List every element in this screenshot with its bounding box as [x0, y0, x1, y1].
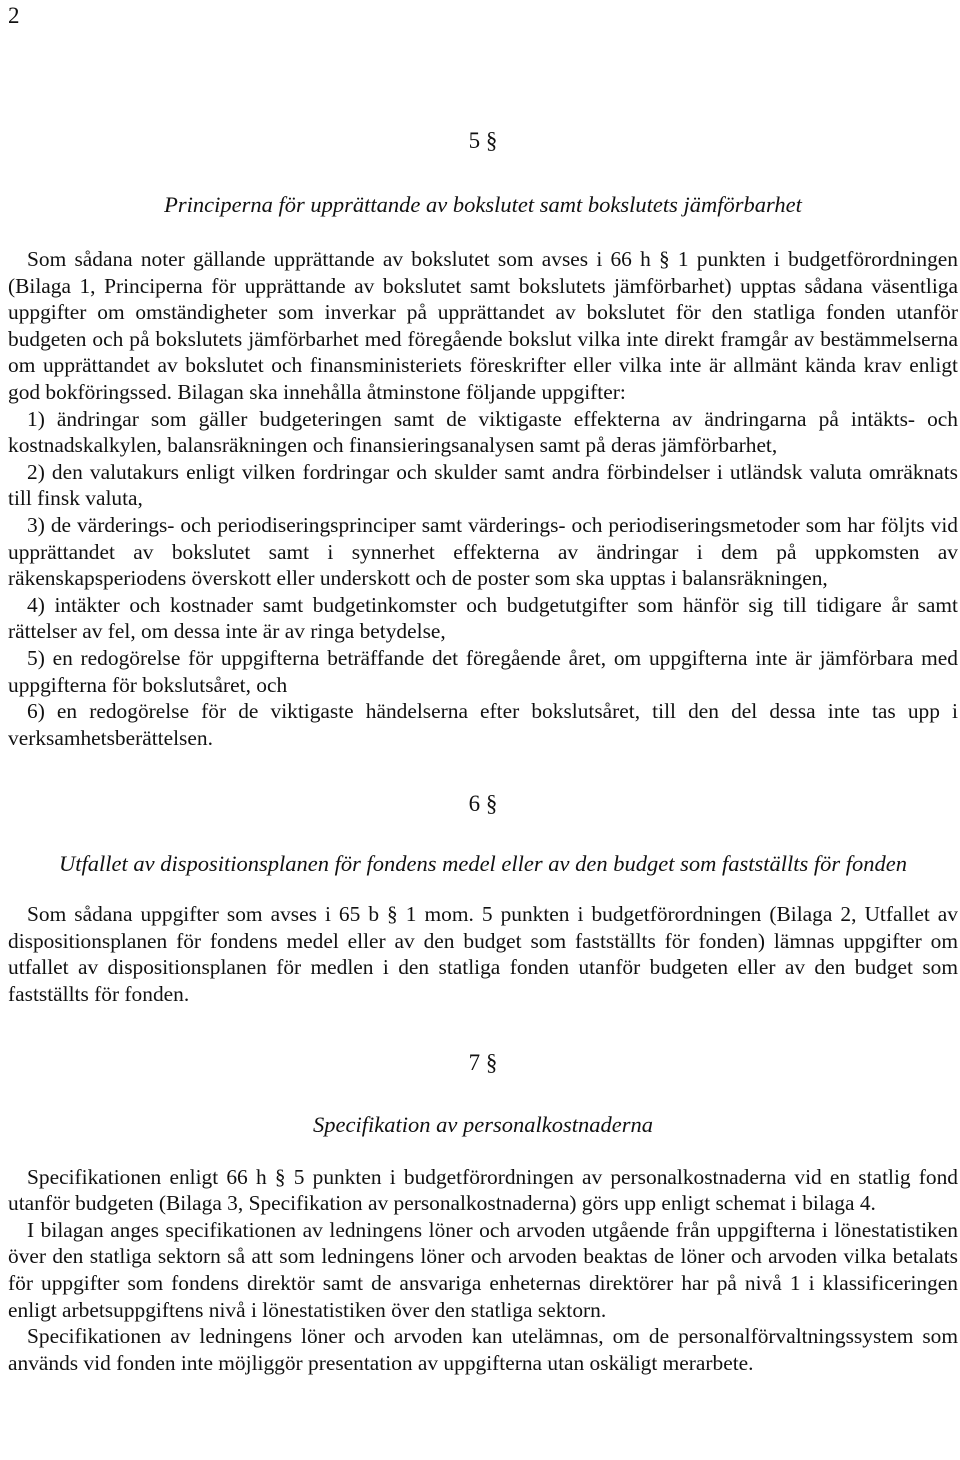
section-6-number: 6 § — [468, 791, 498, 817]
section-6-body — [8, 901, 958, 1007]
document-page — [8, 0, 958, 1376]
section-5-list-item-6: 6) en redogörelse för de viktigaste händelserna efter bokslutsåret, till den del dessa inte tas upp i verksamhetsberättelsen. — [8, 699, 958, 750]
section-7-paragraph-1: Specifikationen enligt 66 h § 5 punkten i budgetförordningen av personalkostnaderna vid en statlig fond utanför budgeten (Bilaga 3, Specifikation av personalkostnaderna) görs upp enligt schemat i bilaga 4. — [8, 1164, 958, 1216]
section-7-paragraph-2: I bilagan anges specifikationen av ledningens löner och arvoden utgående från uppgifterna i lönestatistiken över den statliga sektorn så att som ledningens löner och arvoden beaktas de löner och arvoden vilka betalats för uppgifter som fondens direktör samt de ansvariga enheternas direktörer har på nivå 1 i klassificeringen enligt arbetsuppgiftens nivå i lönestatistiken över den statliga sektorn. — [8, 1217, 958, 1322]
section-5-list-item-3: 3) de värderings- och periodiseringsprinciper samt värderings- och periodiseringsmetoder som har följts vid upprättandet av bokslutet samt i synnerhet effekterna av ändringar i dem på uppkomsten av räkenskapsperiodens överskott eller underskott och de poster som ska upptas i balansräkningen, — [8, 512, 958, 591]
section-6-paragraph: Som sådana uppgifter som avses i 65 b § 1 mom. 5 punkten i budgetförordningen (Bilaga 2, Utfallet av dispositionsplanen för fondens medel eller av den budget som fastställts för fonden) lämnas uppgifter om utfallet av dispositionsplanen för medlen i den statliga fonden utanför budgeten eller av den budget som fastställts för fonden. — [8, 902, 958, 1007]
section-5-list-item-5: 5) en redogörelse för uppgifterna beträffande det föregående året, om uppgifterna inte är jämförbara med uppgifterna för bokslutsåret, och — [8, 645, 958, 697]
section-6-title: Utfallet av dispositionsplanen för fondens medel eller av den budget som fastställts för fonden — [58, 851, 908, 877]
page-number: 2 — [8, 3, 20, 28]
section-7-body — [8, 1164, 958, 1377]
section-5-list-item-2: 2) den valutakurs enligt vilken fordringar och skulder samt andra förbindelser i utländsk valuta omräknats till finsk valuta, — [8, 459, 958, 511]
section-5-list-item-4: 4) intäkter och kostnader samt budgetinkomster och budgetutgifter som hänför sig till tidigare år samt rättelser av fel, om dessa inte är av ringa betydelse, — [8, 592, 958, 644]
section-5-paragraph: Som sådana noter gällande upprättande av bokslutet som avses i 66 h § 1 punkten i budgetförordningen (Bilaga 1, Principerna för upprättande av bokslutet samt bokslutets jämförbarhet) upptas sådana väsentliga uppgifter om omständigheter som inverkar på upprättandet av bokslutet för den statliga fonden utanför budgeten och på bokslutets jämförbarhet med föregående bokslut vilka inte direkt framgår av bestämmelserna om upprättandet av bokslutet och finansministeriets föreskrifter eller vilka inte är allmänt kända krav enligt god bokföringssed. Bilagan ska innehålla åtminstone följande uppgifter: — [8, 247, 958, 404]
section-5-body — [8, 246, 958, 751]
section-5-number: 5 § — [468, 128, 498, 153]
section-7-title: Specifikation av personalkostnaderna — [313, 1111, 653, 1137]
section-5-title: Principerna för upprättande av bokslutet samt bokslutets jämförbarhet — [164, 192, 802, 217]
section-5-list-item-1: 1) ändringar som gäller budgeteringen samt de viktigaste effekterna av ändringarna på intäkts- och kostnadskalkylen, balansräkningen och finansieringsanalysen samt på deras jämförbarhet, — [8, 406, 958, 458]
section-7-paragraph-3: Specifikationen av ledningens löner och arvoden kan utelämnas, om de personalförvaltningssystem som används vid fonden inte möjliggör presentation av uppgifterna utan oskäligt merarbete. — [8, 1324, 958, 1375]
section-7-number: 7 § — [468, 1049, 498, 1075]
